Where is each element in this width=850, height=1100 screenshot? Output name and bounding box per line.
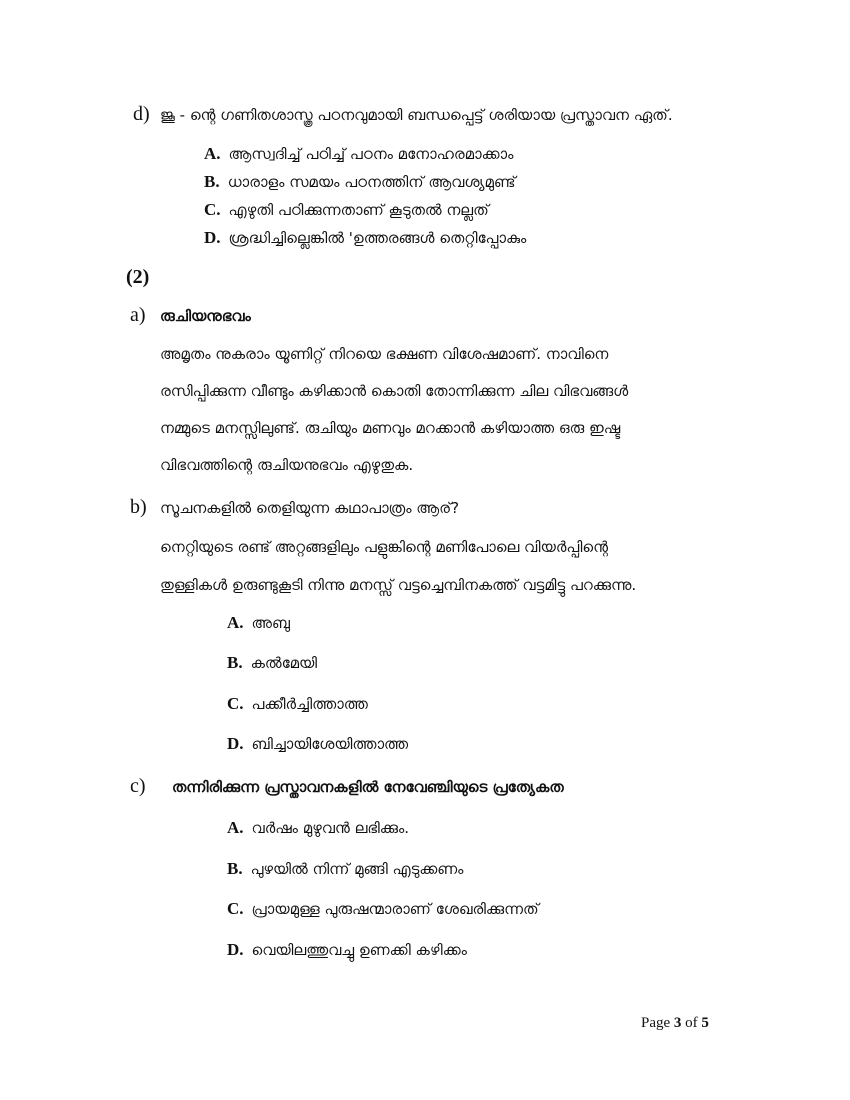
question-d-option-a [204,144,513,164]
section-2c-option-c [227,899,539,919]
option-text: ശ്രദ്ധിച്ചില്ലെങ്കിൽ 'ഉത്തരങ്ങൾ തെറ്റിപ്പോകും [228,229,527,247]
page-current: 3 [673,1015,682,1031]
option-text: കൽമേയി [250,654,318,672]
option-text: ബിച്ചായിശേയിത്താത്ത [251,735,409,753]
section-2c-option-a [227,818,409,838]
section-2a-line-3: നമ്മുടെ മനസ്സിലുണ്ട്. രുചിയും മണവും മറക്കാൻ കഴിയാത്ത ഒരു ഇഷ്ട [160,419,621,437]
section-2c-option-d [227,940,467,960]
option-text: ധാരാളം സമയം പഠനത്തിന് ആവശ്യമുണ്ട് [227,173,516,191]
option-text: പ്രായമുള്ള പുരുഷന്മാരാണ് ശേഖരിക്കുന്നത് [251,900,539,918]
section-2b-question: സൂചനകളിൽ തെളിയുന്ന കഥാപാത്രം ആര്? [160,499,460,517]
option-text: വെയിലത്തുവച്ചു ഉണക്കി കഴിക്കം [251,941,467,959]
option-letter: A. [227,613,244,632]
option-text: എഴുതി പഠിക്കുന്നതാണ് കൂടുതൽ നല്ലത് [228,201,489,219]
option-text: പുഴയിൽ നിന്ന് മുങ്ങി എടുക്കണം [250,860,464,878]
option-letter: C. [227,694,244,713]
question-d-label: d) [133,103,150,125]
option-letter: D. [227,734,244,753]
option-letter: B. [227,859,243,878]
section-2a-line-1: അമൃതം നുകരാം യൂണിറ്റ് നിറയെ ഭക്ഷണ വിശേഷമാണ്. നാവിനെ [160,345,609,363]
question-d-option-d [204,228,526,248]
option-letter: B. [227,653,243,672]
section-2a-line-4: വിഭവത്തിന്റെ രുചിയനുഭവം എഴുതുക. [160,456,414,474]
option-text: അബു [251,614,290,632]
question-d-text: ജൂ - ന്റെ ഗണിതശാസ്ത്ര പഠനവുമായി ബന്ധപ്പെട്ട് ശരിയായ പ്രസ്താവന ഏത്. [160,106,673,124]
option-letter: C. [204,200,221,219]
section-2a-line-2: രസിപ്പിക്കുന്ന വീണ്ടും കഴിക്കാൻ കൊതി തോന്നിക്കുന്ന ചില വിഭവങ്ങൾ [160,382,629,400]
section-2b-line-2: തുള്ളികൾ ഉരുണ്ടുകൂടി നിന്നു മനസ്സ് വട്ടച്ചെമ്പിനകത്ത് വട്ടമിട്ടു പറക്കുന്നു. [160,576,637,594]
option-letter: A. [227,818,244,837]
page-of-word: of [685,1015,698,1031]
section-2b-option-d [227,734,408,754]
option-letter: B. [204,172,220,191]
section-2b-option-c [227,694,368,714]
section-2b-option-b [227,653,317,673]
option-letter: C. [227,899,244,918]
section-2b-line-1: നെറ്റിയുടെ രണ്ട് അറ്റങ്ങളിലും പളുങ്കിന്റെ മണിപോലെ വിയർപ്പിന്റെ [160,538,609,556]
option-text: ആസ്വദിച്ച് പഠിച്ച് പഠനം മനോഹരമാക്കാം [228,145,514,163]
question-d-option-c [204,200,489,220]
section-2c-question: തന്നിരിക്കുന്ന പ്രസ്താവനകളിൽ നേവേഞ്ചിയുടെ പ്രത്യേകത [172,778,564,796]
option-text: വർഷം മുഴുവൻ ലഭിക്കും. [251,819,410,837]
option-letter: D. [204,228,221,247]
section-2c-label: c) [130,775,146,797]
section-2a-label: a) [130,304,146,326]
section-2a-title: രുചിയനുഭവം [160,307,251,325]
page-total: 5 [701,1015,709,1031]
option-letter: D. [227,940,244,959]
section-2b-option-a [227,613,290,633]
section-2-label: (2) [126,266,150,288]
section-2c-option-b [227,859,463,879]
option-letter: A. [204,144,221,163]
section-2b-label: b) [130,496,147,518]
option-text: പക്കീർച്ചിത്താത്ത [251,695,368,713]
page-number [641,1015,709,1032]
page-word: Page [641,1015,671,1031]
question-d-option-b [204,172,516,192]
